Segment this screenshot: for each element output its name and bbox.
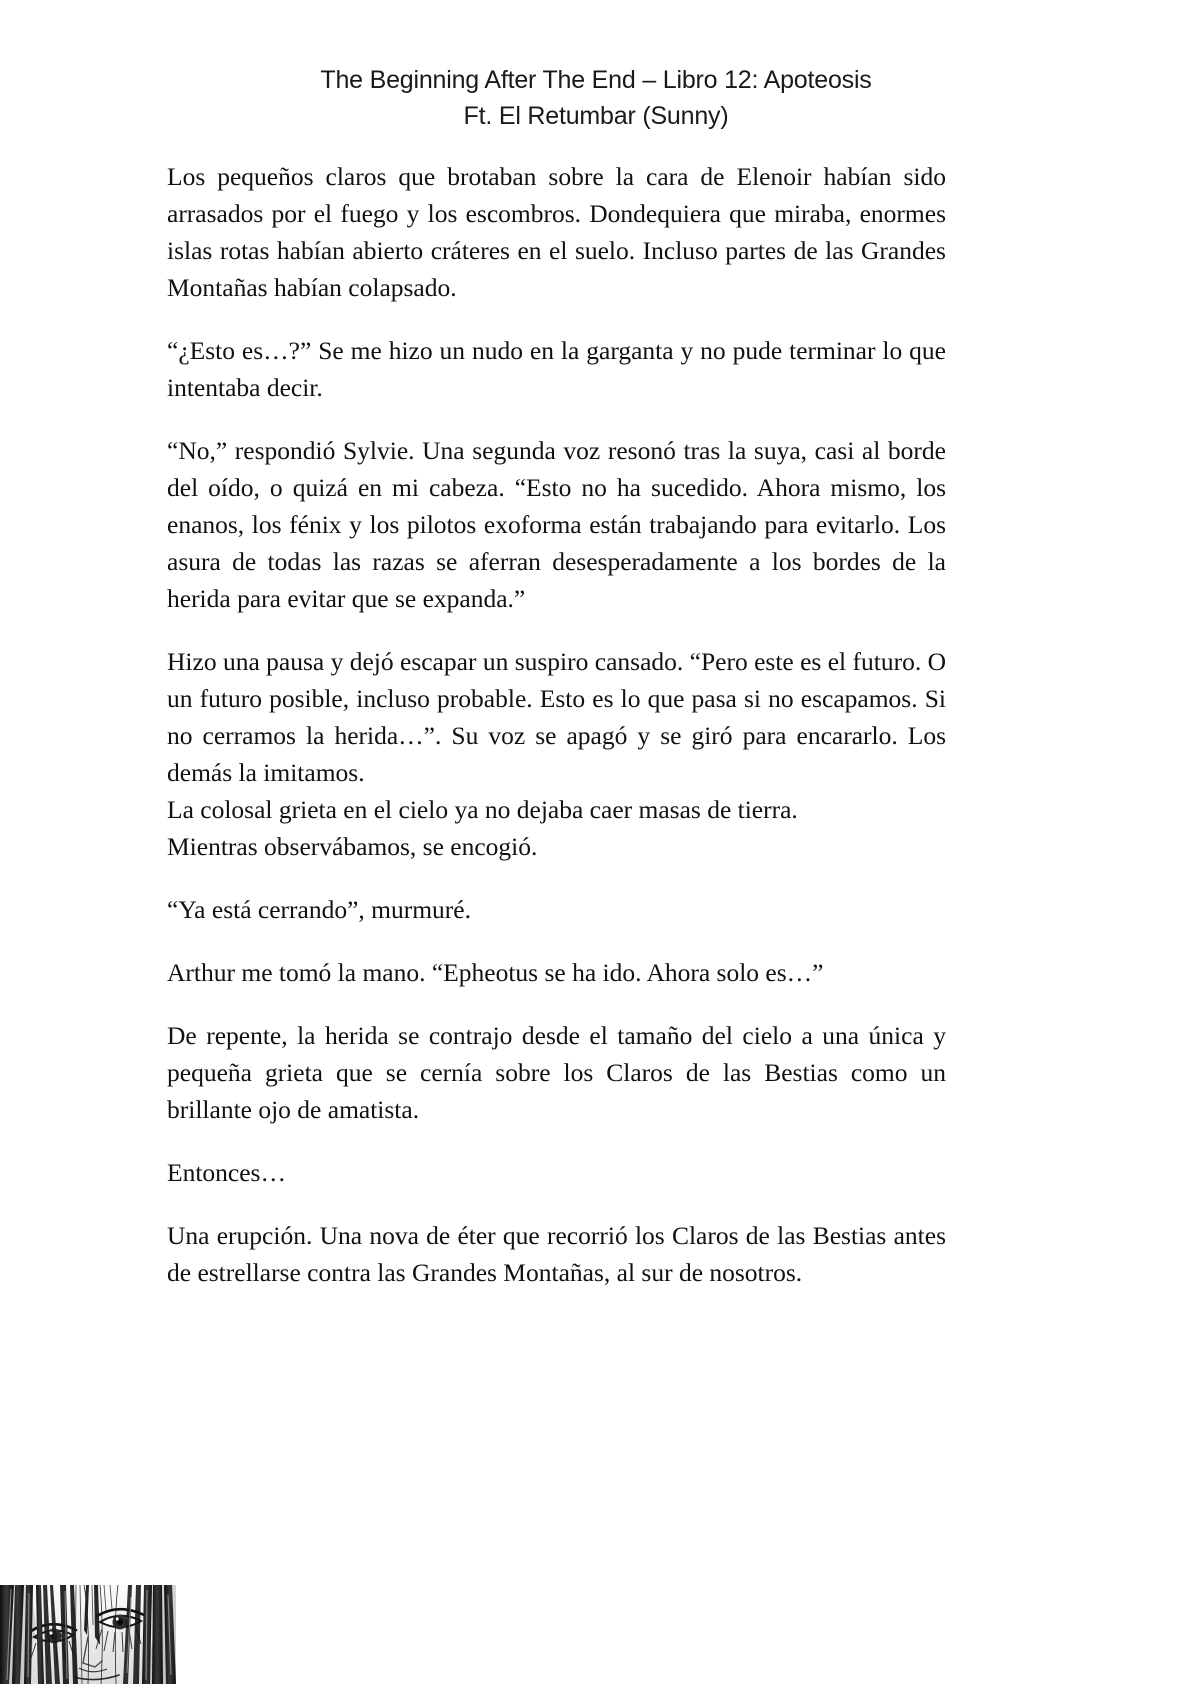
header-title-line-2: Ft. El Retumbar (Sunny) [463,102,729,130]
paragraph-10: Entonces… [167,1158,286,1187]
paragraph-7: “Ya está cerrando”, murmuré. [167,895,471,924]
paragraph-8: Arthur me tomó la mano. “Epheotus se ha ido. Ahora solo es…” [167,958,824,987]
paragraph-6: Mientras observábamos, se encogió. [167,832,538,861]
header-title-line-1: The Beginning After The End – Libro 12: Apoteosis [320,66,872,94]
paragraph-9: De repente, la herida se contrajo desde el tamaño del cielo a una única y pequeña grieta que se cernía sobre los Claros de las Bestias como un brillante ojo de amatista. [167,1021,946,1124]
paragraph-4: Hizo una pausa y dejó escapar un suspiro cansado. “Pero este es el futuro. O un futuro posible, incluso probable. Esto es lo que pasa si no escapamos. Si no cerramos la herida…”. Su voz se apagó y se giró para encararlo. Los demás la imitamos. [167,647,946,787]
document-body [167,158,946,1317]
paragraph-3: “No,” respondió Sylvie. Una segunda voz resonó tras la suya, casi al borde del oído, o quizá en mi cabeza. “Esto no ha sucedido. Ahora mismo, los enanos, los fénix y los pilotos exoforma están trabajando para evitarlo. Los asura de todas las razas se aferran desesperadamente a los bordes de la herida para evitar que se expanda.” [167,436,946,613]
manga-face-illustration [0,1585,176,1684]
paragraph-5: La colosal grieta en el cielo ya no dejaba caer masas de tierra. [167,795,798,824]
paragraph-1: Los pequeños claros que brotaban sobre la cara de Elenoir habían sido arrasados por el fuego y los escombros. Dondequiera que miraba, enormes islas rotas habían abierto cráteres en el suelo. Incluso partes de las Grandes Montañas habían colapsado. [167,162,946,302]
paragraph-2: “¿Esto es…?” Se me hizo un nudo en la garganta y no pude terminar lo que intentaba decir. [167,336,946,402]
document-header [0,62,1192,134]
paragraph-11: Una erupción. Una nova de éter que recorrió los Claros de las Bestias antes de estrellarse contra las Grandes Montañas, al sur de nosotros. [167,1221,946,1287]
